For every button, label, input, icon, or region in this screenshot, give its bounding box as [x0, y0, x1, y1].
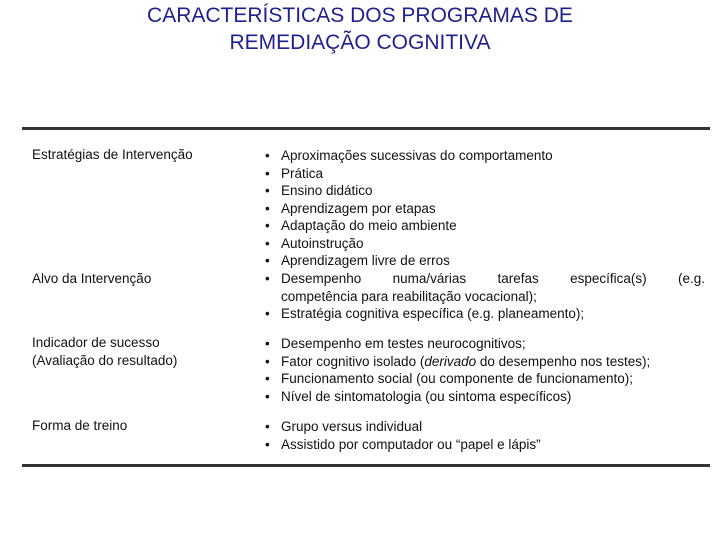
list-item: • Estratégia cognitiva específica (e.g. planeamento); [265, 305, 705, 323]
page-title [0, 2, 720, 56]
list-item-emphasis: derivado [424, 353, 477, 369]
list-item: • Desempenho em testes neurocognitivos; [265, 335, 705, 353]
row-label-target: Alvo da Intervenção [32, 271, 152, 286]
list-item: • Aprendizagem por etapas [265, 200, 705, 218]
list-item: • Grupo versus individual [265, 418, 705, 436]
list-item [265, 353, 705, 371]
list-item: • Aprendizagem livre de erros [265, 252, 705, 270]
list-item-text: Fator cognitivo isolado ( [281, 353, 425, 369]
row-label-success-indicator [32, 334, 177, 369]
list-item-line: competência para reabilitação vocacional); [281, 288, 537, 304]
list-item: • Assistido por computador ou “papel e lápis” [265, 436, 705, 454]
target-list [265, 270, 705, 323]
list-item: • Nível de sintomatologia (ou sintoma específicos) [265, 388, 705, 406]
list-item: • Funcionamento social (ou componente de funcionamento); [265, 370, 705, 388]
list-item: • Adaptação do meio ambiente [265, 217, 705, 235]
row-label-strategies: Estratégias de Intervenção [32, 147, 193, 162]
list-item: • Ensino didático [265, 182, 705, 200]
list-item: • Prática [265, 165, 705, 183]
list-item [265, 270, 705, 305]
table-bottom-rule [22, 464, 710, 467]
title-line-1: CARACTERÍSTICAS DOS PROGRAMAS DE [147, 4, 573, 27]
training-form-list [265, 418, 705, 453]
row-label-training-form: Forma de treino [32, 418, 128, 433]
list-item-text: do desempenho nos testes); [476, 353, 651, 369]
list-item: • Autoinstrução [265, 235, 705, 253]
row-label-line: Indicador de sucesso [32, 335, 160, 350]
list-item-line: • Desempenho numa/várias tarefas específica(s) (e.g. [281, 271, 705, 286]
title-line-2: REMEDIAÇÃO COGNITIVA [229, 31, 491, 54]
table-top-rule [22, 127, 710, 130]
row-label-line: (Avaliação do resultado) [32, 352, 178, 368]
strategies-list [265, 147, 705, 270]
list-item: • Aproximações sucessivas do comportamento [265, 147, 705, 165]
success-indicator-list [265, 335, 705, 405]
